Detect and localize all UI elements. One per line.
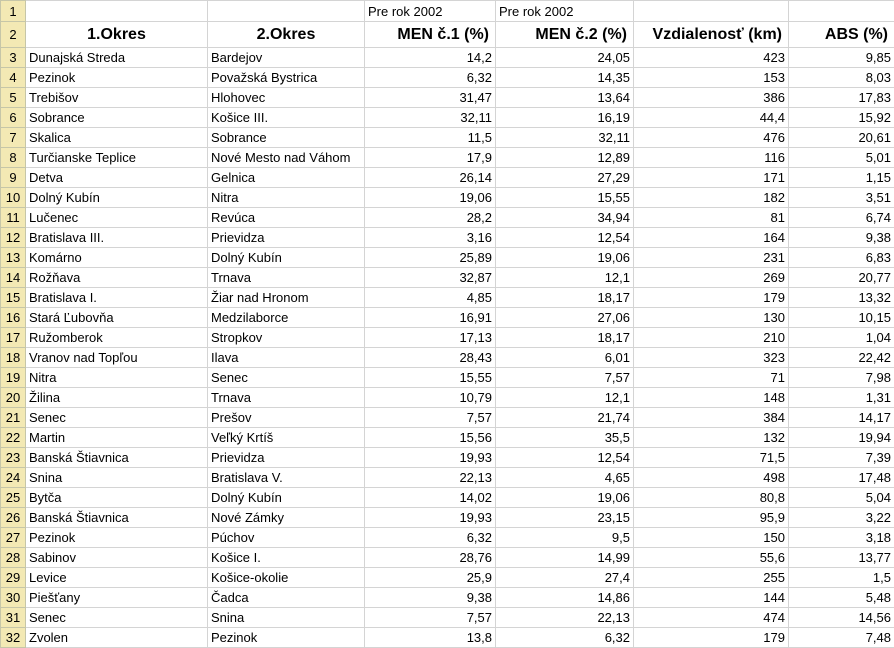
cell-okres-2[interactable]: Veľký Krtíš [208,428,365,448]
cell-distance[interactable]: 423 [634,48,789,68]
cell-men-1[interactable]: 14,2 [365,48,496,68]
cell-okres-2[interactable]: Nitra [208,188,365,208]
cell-men-1[interactable]: 3,16 [365,228,496,248]
cell-men-1[interactable]: 16,91 [365,308,496,328]
cell-okres-2[interactable]: Snina [208,608,365,628]
row-header[interactable]: 10 [1,188,26,208]
cell-okres-1[interactable]: Pezinok [26,68,208,88]
cell-men-1[interactable]: 26,14 [365,168,496,188]
row-header[interactable]: 11 [1,208,26,228]
cell-men-2[interactable]: 27,29 [496,168,634,188]
cell-abs[interactable]: 17,48 [789,468,894,488]
cell-men-1[interactable]: 6,32 [365,68,496,88]
cell-men-2[interactable]: 19,06 [496,488,634,508]
cell-okres-1[interactable]: Sabinov [26,548,208,568]
header-abs[interactable]: ABS (%) [789,22,894,48]
cell-distance[interactable]: 44,4 [634,108,789,128]
cell-distance[interactable]: 148 [634,388,789,408]
cell-okres-1[interactable]: Sobrance [26,108,208,128]
cell-men-2[interactable]: 14,86 [496,588,634,608]
cell-men-2[interactable]: 27,06 [496,308,634,328]
sheet-row-2 [1,22,894,48]
cell-abs[interactable]: 7,48 [789,628,894,648]
cell-men-1[interactable]: 22,13 [365,468,496,488]
cell-men-1[interactable]: 13,8 [365,628,496,648]
cell-abs[interactable]: 3,51 [789,188,894,208]
cell-men-1[interactable]: 15,55 [365,368,496,388]
row-header[interactable]: 5 [1,88,26,108]
table-row [1,628,894,648]
cell-okres-2[interactable]: Prešov [208,408,365,428]
cell-okres-1[interactable]: Trebišov [26,88,208,108]
cell-distance[interactable]: 130 [634,308,789,328]
cell-men-2[interactable]: 9,5 [496,528,634,548]
sheet-row-1 [1,1,894,22]
cell-okres-1[interactable]: Levice [26,568,208,588]
cell-distance[interactable]: 474 [634,608,789,628]
cell-distance[interactable]: 153 [634,68,789,88]
table-row [1,188,894,208]
table-row [1,268,894,288]
cell-abs[interactable]: 15,92 [789,108,894,128]
cell-men-1[interactable]: 32,11 [365,108,496,128]
cell-men-2[interactable]: 19,06 [496,248,634,268]
table-row [1,208,894,228]
cell-okres-1[interactable]: Banská Štiavnica [26,508,208,528]
cell-men-2[interactable]: 21,74 [496,408,634,428]
table-row [1,408,894,428]
cell-okres-1[interactable]: Bratislava I. [26,288,208,308]
cell-men-1[interactable]: 4,85 [365,288,496,308]
table-row [1,168,894,188]
cell-men-1[interactable]: 6,32 [365,528,496,548]
cell-distance[interactable]: 323 [634,348,789,368]
row-header[interactable]: 17 [1,328,26,348]
row-header[interactable]: 3 [1,48,26,68]
table-row [1,308,894,328]
cell-f1[interactable] [789,1,894,22]
cell-men-2[interactable]: 34,94 [496,208,634,228]
cell-men-2[interactable]: 12,54 [496,228,634,248]
cell-distance[interactable]: 255 [634,568,789,588]
cell-distance[interactable]: 498 [634,468,789,488]
table-row [1,228,894,248]
cell-distance[interactable]: 171 [634,168,789,188]
cell-men-1[interactable]: 19,93 [365,508,496,528]
cell-okres-2[interactable]: Senec [208,368,365,388]
row-header[interactable]: 25 [1,488,26,508]
cell-okres-1[interactable]: Snina [26,468,208,488]
header-okres-1[interactable]: 1.Okres [26,22,208,48]
cell-abs[interactable]: 20,61 [789,128,894,148]
row-header[interactable]: 20 [1,388,26,408]
row-header[interactable]: 16 [1,308,26,328]
cell-abs[interactable]: 1,5 [789,568,894,588]
cell-distance[interactable]: 386 [634,88,789,108]
cell-men-2[interactable]: 16,19 [496,108,634,128]
cell-okres-1[interactable]: Rožňava [26,268,208,288]
table-row [1,48,894,68]
cell-men-2[interactable]: 22,13 [496,608,634,628]
cell-okres-1[interactable]: Lučenec [26,208,208,228]
cell-okres-1[interactable]: Bratislava III. [26,228,208,248]
cell-abs[interactable]: 7,98 [789,368,894,388]
cell-okres-2[interactable]: Pezinok [208,628,365,648]
row-header[interactable]: 31 [1,608,26,628]
table-row [1,68,894,88]
cell-abs[interactable]: 5,04 [789,488,894,508]
cell-men-2[interactable]: 23,15 [496,508,634,528]
cell-abs[interactable]: 1,04 [789,328,894,348]
cell-men-1[interactable]: 25,9 [365,568,496,588]
cell-okres-2[interactable]: Trnava [208,388,365,408]
cell-distance[interactable]: 164 [634,228,789,248]
table-row [1,608,894,628]
row-header[interactable]: 14 [1,268,26,288]
row-header[interactable]: 21 [1,408,26,428]
row-header[interactable]: 24 [1,468,26,488]
cell-okres-2[interactable]: Nové Mesto nad Váhom [208,148,365,168]
cell-abs[interactable]: 22,42 [789,348,894,368]
cell-men-2[interactable]: 15,55 [496,188,634,208]
cell-okres-1[interactable]: Žilina [26,388,208,408]
cell-men-2[interactable]: 12,1 [496,268,634,288]
cell-okres-2[interactable]: Bardejov [208,48,365,68]
cell-men-1[interactable]: 32,87 [365,268,496,288]
cell-distance[interactable]: 132 [634,428,789,448]
cell-men-2[interactable]: 13,64 [496,88,634,108]
cell-okres-1[interactable]: Piešťany [26,588,208,608]
cell-e1[interactable] [634,1,789,22]
cell-okres-1[interactable]: Nitra [26,368,208,388]
cell-men-1[interactable]: 19,06 [365,188,496,208]
cell-okres-2[interactable]: Považská Bystrica [208,68,365,88]
cell-okres-2[interactable]: Košice-okolie [208,568,365,588]
table-row [1,468,894,488]
cell-okres-2[interactable]: Prievidza [208,448,365,468]
row-header[interactable]: 26 [1,508,26,528]
row-header[interactable]: 7 [1,128,26,148]
row-header[interactable]: 27 [1,528,26,548]
cell-distance[interactable]: 71 [634,368,789,388]
cell-men-2[interactable]: 12,54 [496,448,634,468]
cell-men-2[interactable]: 4,65 [496,468,634,488]
cell-okres-1[interactable]: Senec [26,608,208,628]
row-header[interactable]: 9 [1,168,26,188]
table-row [1,88,894,108]
table-row [1,508,894,528]
cell-men-1[interactable]: 28,43 [365,348,496,368]
cell-okres-1[interactable]: Martin [26,428,208,448]
cell-distance[interactable]: 55,6 [634,548,789,568]
cell-okres-2[interactable]: Stropkov [208,328,365,348]
cell-abs[interactable]: 13,77 [789,548,894,568]
table-row [1,428,894,448]
table-row [1,568,894,588]
cell-okres-2[interactable]: Hlohovec [208,88,365,108]
row-header[interactable]: 19 [1,368,26,388]
cell-okres-1[interactable]: Senec [26,408,208,428]
cell-okres-1[interactable]: Ružomberok [26,328,208,348]
cell-okres-1[interactable]: Bytča [26,488,208,508]
cell-men-2[interactable]: 27,4 [496,568,634,588]
row-header[interactable]: 4 [1,68,26,88]
cell-okres-2[interactable]: Bratislava V. [208,468,365,488]
table-row [1,388,894,408]
cell-abs[interactable]: 20,77 [789,268,894,288]
cell-okres-1[interactable]: Dunajská Streda [26,48,208,68]
table-row [1,108,894,128]
cell-okres-2[interactable]: Medzilaborce [208,308,365,328]
row-header[interactable]: 2 [1,22,26,48]
cell-men-1[interactable]: 17,9 [365,148,496,168]
cell-okres-2[interactable]: Trnava [208,268,365,288]
cell-men-1[interactable]: 25,89 [365,248,496,268]
table-row [1,348,894,368]
cell-a1[interactable] [26,1,208,22]
table-row [1,328,894,348]
cell-men-1[interactable]: 19,93 [365,448,496,468]
cell-okres-1[interactable]: Detva [26,168,208,188]
cell-okres-1[interactable]: Banská Štiavnica [26,448,208,468]
cell-abs[interactable]: 6,83 [789,248,894,268]
cell-abs[interactable]: 13,32 [789,288,894,308]
cell-okres-2[interactable]: Dolný Kubín [208,488,365,508]
header-men-2[interactable]: MEN č.2 (%) [496,22,634,48]
cell-abs[interactable]: 10,15 [789,308,894,328]
cell-men-2[interactable]: 35,5 [496,428,634,448]
header-men-1[interactable]: MEN č.1 (%) [365,22,496,48]
cell-men-2[interactable]: 18,17 [496,288,634,308]
cell-distance[interactable]: 80,8 [634,488,789,508]
cell-distance[interactable]: 71,5 [634,448,789,468]
cell-distance[interactable]: 179 [634,628,789,648]
cell-men-1[interactable]: 10,79 [365,388,496,408]
cell-okres-1[interactable]: Stará Ľubovňa [26,308,208,328]
row-header[interactable]: 28 [1,548,26,568]
cell-okres-1[interactable]: Vranov nad Topľou [26,348,208,368]
cell-distance[interactable]: 150 [634,528,789,548]
cell-abs[interactable]: 17,83 [789,88,894,108]
cell-okres-2[interactable]: Revúca [208,208,365,228]
row-header[interactable]: 18 [1,348,26,368]
cell-abs[interactable]: 1,31 [789,388,894,408]
cell-abs[interactable]: 6,74 [789,208,894,228]
table-row [1,488,894,508]
cell-distance[interactable]: 210 [634,328,789,348]
row-header[interactable]: 22 [1,428,26,448]
cell-men-2[interactable]: 24,05 [496,48,634,68]
row-header[interactable]: 12 [1,228,26,248]
cell-okres-2[interactable]: Košice III. [208,108,365,128]
cell-men-1[interactable]: 15,56 [365,428,496,448]
header-okres-2[interactable]: 2.Okres [208,22,365,48]
cell-okres-2[interactable]: Púchov [208,528,365,548]
row-header[interactable]: 1 [1,1,26,22]
row-header[interactable]: 13 [1,248,26,268]
table-row [1,548,894,568]
cell-men-2[interactable]: 14,99 [496,548,634,568]
cell-men-2[interactable]: 14,35 [496,68,634,88]
cell-men-2[interactable]: 12,1 [496,388,634,408]
cell-okres-1[interactable]: Pezinok [26,528,208,548]
row-header[interactable]: 32 [1,628,26,648]
cell-men-2[interactable]: 6,01 [496,348,634,368]
cell-distance[interactable]: 182 [634,188,789,208]
cell-distance[interactable]: 179 [634,288,789,308]
cell-abs[interactable]: 1,15 [789,168,894,188]
cell-okres-2[interactable]: Sobrance [208,128,365,148]
cell-okres-1[interactable]: Turčianske Teplice [26,148,208,168]
table-row [1,288,894,308]
cell-men-1[interactable]: 28,76 [365,548,496,568]
cell-distance[interactable]: 95,9 [634,508,789,528]
table-row [1,148,894,168]
cell-men-2[interactable]: 12,89 [496,148,634,168]
cell-abs[interactable]: 3,18 [789,528,894,548]
row-header[interactable]: 8 [1,148,26,168]
cell-men-2[interactable]: 6,32 [496,628,634,648]
cell-men-1[interactable]: 7,57 [365,408,496,428]
cell-abs[interactable]: 5,48 [789,588,894,608]
row-header[interactable]: 23 [1,448,26,468]
cell-abs[interactable]: 19,94 [789,428,894,448]
table-row [1,448,894,468]
cell-okres-1[interactable]: Dolný Kubín [26,188,208,208]
cell-c1[interactable]: Pre rok 2002 [365,1,496,22]
cell-men-1[interactable]: 17,13 [365,328,496,348]
cell-okres-2[interactable]: Košice I. [208,548,365,568]
cell-distance[interactable]: 476 [634,128,789,148]
cell-abs[interactable]: 14,56 [789,608,894,628]
cell-abs[interactable]: 9,38 [789,228,894,248]
cell-distance[interactable]: 269 [634,268,789,288]
cell-okres-1[interactable]: Skalica [26,128,208,148]
table-row [1,248,894,268]
cell-okres-2[interactable]: Gelnica [208,168,365,188]
cell-okres-1[interactable]: Zvolen [26,628,208,648]
row-header[interactable]: 6 [1,108,26,128]
cell-men-2[interactable]: 32,11 [496,128,634,148]
cell-distance[interactable]: 231 [634,248,789,268]
cell-abs[interactable]: 3,22 [789,508,894,528]
cell-okres-2[interactable]: Žiar nad Hronom [208,288,365,308]
cell-abs[interactable]: 9,85 [789,48,894,68]
table-row [1,128,894,148]
cell-men-1[interactable]: 11,5 [365,128,496,148]
cell-men-1[interactable]: 7,57 [365,608,496,628]
cell-abs[interactable]: 5,01 [789,148,894,168]
cell-distance[interactable]: 116 [634,148,789,168]
cell-men-1[interactable]: 9,38 [365,588,496,608]
table-row [1,588,894,608]
table-row [1,368,894,388]
row-header[interactable]: 29 [1,568,26,588]
table-row [1,528,894,548]
cell-abs[interactable]: 8,03 [789,68,894,88]
cell-men-1[interactable]: 31,47 [365,88,496,108]
cell-men-2[interactable]: 18,17 [496,328,634,348]
cell-d1[interactable]: Pre rok 2002 [496,1,634,22]
cell-abs[interactable]: 14,17 [789,408,894,428]
cell-men-1[interactable]: 14,02 [365,488,496,508]
cell-okres-2[interactable]: Ilava [208,348,365,368]
cell-men-2[interactable]: 7,57 [496,368,634,388]
cell-distance[interactable]: 144 [634,588,789,608]
cell-b1[interactable] [208,1,365,22]
cell-okres-2[interactable]: Dolný Kubín [208,248,365,268]
cell-distance[interactable]: 384 [634,408,789,428]
cell-abs[interactable]: 7,39 [789,448,894,468]
cell-okres-2[interactable]: Prievidza [208,228,365,248]
row-header[interactable]: 15 [1,288,26,308]
cell-okres-2[interactable]: Nové Zámky [208,508,365,528]
cell-okres-1[interactable]: Komárno [26,248,208,268]
header-distance[interactable]: Vzdialenosť (km) [634,22,789,48]
row-header[interactable]: 30 [1,588,26,608]
cell-distance[interactable]: 81 [634,208,789,228]
cell-okres-2[interactable]: Čadca [208,588,365,608]
cell-men-1[interactable]: 28,2 [365,208,496,228]
